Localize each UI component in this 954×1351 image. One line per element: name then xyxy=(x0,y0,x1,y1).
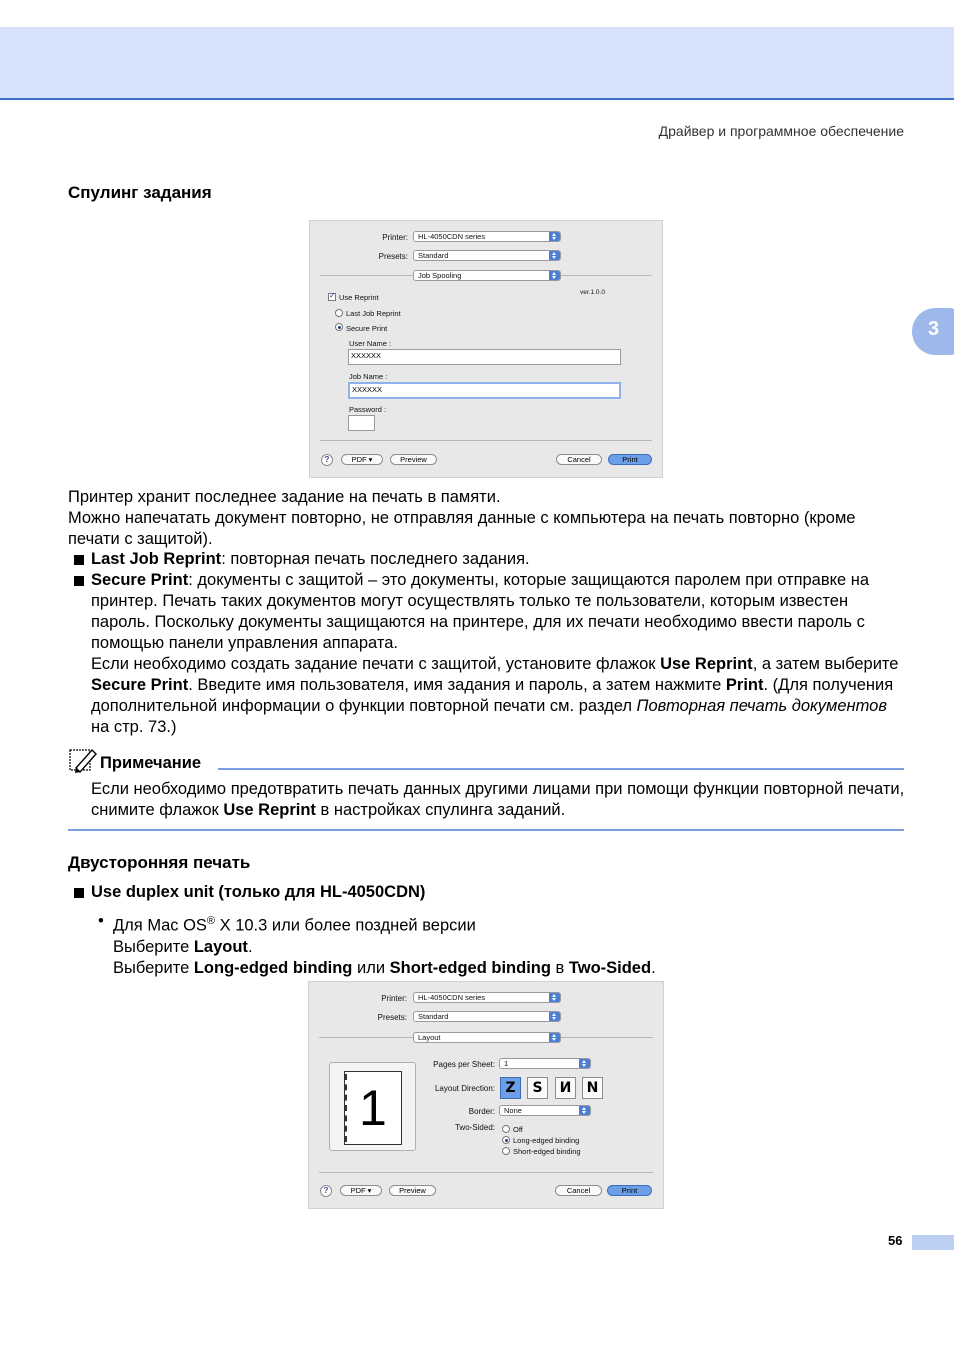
direction-n-reversed-icon[interactable]: И xyxy=(555,1077,576,1099)
text-run: на стр. 73.) xyxy=(91,718,177,736)
text-run: или xyxy=(352,958,390,977)
short-edged-binding-radio[interactable] xyxy=(502,1147,510,1155)
bullet-last-job-reprint xyxy=(72,549,908,570)
cross-reference-link[interactable]: Повторная печать документов xyxy=(636,697,887,715)
secure-print-radio[interactable] xyxy=(335,323,343,331)
pdf-button[interactable]: PDF ▾ xyxy=(340,1185,382,1196)
top-header-band xyxy=(0,27,954,100)
printer-popup[interactable] xyxy=(413,231,561,242)
note-header xyxy=(68,750,904,774)
border-value: None xyxy=(504,1106,522,1115)
presets-popup[interactable] xyxy=(413,250,561,261)
password-label: Password : xyxy=(349,405,387,414)
popup-arrows-icon xyxy=(579,1059,590,1068)
text-run: Для Mac OS xyxy=(113,916,207,935)
text-run: Если необходимо предотвратить печать данных другими лицами при помощи функции повторной печати, снимите флажок xyxy=(91,780,905,819)
password-field[interactable] xyxy=(348,415,375,431)
term-use-reprint: Use Reprint xyxy=(660,655,753,673)
page-number-glyph: 1 xyxy=(359,1080,387,1136)
note-pencil-icon xyxy=(68,746,98,774)
select-binding-line xyxy=(113,958,898,979)
two-sided-off-label: Off xyxy=(513,1125,523,1134)
text-run: . xyxy=(651,958,656,977)
square-bullet-icon xyxy=(74,576,84,586)
term-secure-print: Secure Print xyxy=(91,676,189,694)
pages-per-sheet-value: 1 xyxy=(504,1059,509,1068)
layout-preview xyxy=(329,1062,416,1151)
direction-z-icon[interactable]: Z xyxy=(500,1077,521,1099)
print-button[interactable]: Print xyxy=(608,454,652,465)
term-long-edged: Long-edged binding xyxy=(193,958,353,977)
long-edged-binding-radio[interactable] xyxy=(502,1136,510,1144)
mac-os-line xyxy=(113,911,898,937)
text-run: Выберите xyxy=(113,937,194,956)
help-icon[interactable]: ? xyxy=(321,454,333,466)
layout-direction-label: Layout Direction: xyxy=(434,1084,495,1093)
term-use-reprint: Use Reprint xyxy=(223,801,316,819)
border-popup[interactable] xyxy=(499,1105,591,1116)
note-rule xyxy=(218,768,904,770)
square-bullet-icon xyxy=(74,888,84,898)
note-body xyxy=(91,779,906,821)
bullet-use-duplex-unit xyxy=(72,882,908,903)
sub-bullet-item xyxy=(98,911,898,979)
bullet-text: : повторная печать последнего задания. xyxy=(221,550,530,568)
long-edged-binding-label: Long-edged binding xyxy=(513,1136,580,1145)
pdf-button[interactable]: PDF ▾ xyxy=(341,454,383,465)
duplex-sub-bullet xyxy=(98,911,898,979)
presets-popup[interactable] xyxy=(413,1011,561,1022)
print-button[interactable]: Print xyxy=(607,1185,652,1196)
cancel-button[interactable]: Cancel xyxy=(556,454,602,465)
term-layout: Layout xyxy=(193,937,248,956)
printer-value: HL-4050CDN series xyxy=(418,232,486,241)
cancel-button[interactable]: Cancel xyxy=(555,1185,602,1196)
separator xyxy=(319,1172,653,1173)
secure-print-details xyxy=(72,654,908,738)
page-number: 56 xyxy=(888,1233,903,1248)
panel-value: Job Spooling xyxy=(418,271,462,280)
last-job-reprint-label: Last Job Reprint xyxy=(346,309,401,318)
layout-dialog-screenshot xyxy=(308,981,664,1209)
duplex-bullet-title: Use duplex unit (только для HL-4050CDN) xyxy=(91,883,426,901)
bullet-list xyxy=(72,549,908,738)
popup-arrows-icon xyxy=(549,1033,560,1042)
job-name-label: Job Name : xyxy=(349,372,388,381)
help-icon[interactable]: ? xyxy=(320,1185,332,1197)
text-run: . xyxy=(247,937,253,956)
term-last-job-reprint: Last Job Reprint xyxy=(91,550,222,568)
popup-arrows-icon xyxy=(549,251,560,260)
use-reprint-checkbox[interactable] xyxy=(328,293,336,301)
version-label: ver.1.0.0 xyxy=(580,289,605,296)
direction-s-icon[interactable]: S xyxy=(527,1077,548,1099)
term-print: Print xyxy=(725,676,764,694)
select-layout-line xyxy=(113,937,898,958)
square-bullet-icon xyxy=(74,555,84,565)
preview-button[interactable]: Preview xyxy=(389,1185,436,1196)
paragraph-2: Можно напечатать документ повторно, не отправляя данные с компьютера на печать повторно (кроме печати с защитой). xyxy=(68,509,856,548)
text-run: в настройках спулинга заданий. xyxy=(315,801,566,819)
text-run: , а затем выберите xyxy=(752,655,899,673)
printer-label: Printer: xyxy=(381,994,407,1003)
running-header: Драйвер и программное обеспечение xyxy=(658,123,904,139)
panel-popup[interactable] xyxy=(413,1032,561,1043)
presets-value: Standard xyxy=(418,1012,449,1021)
popup-arrows-icon xyxy=(549,271,560,280)
separator xyxy=(320,440,652,441)
two-sided-off-radio[interactable] xyxy=(502,1125,510,1133)
popup-arrows-icon xyxy=(549,232,560,241)
bullet-secure-print xyxy=(72,570,908,654)
printer-popup[interactable] xyxy=(413,992,561,1003)
printer-value: HL-4050CDN series xyxy=(418,993,486,1002)
text-run: в xyxy=(550,958,569,977)
text-run: . Введите имя пользователя, имя задания и пароль, а затем нажмите xyxy=(188,676,726,694)
user-name-label: User Name : xyxy=(349,339,392,348)
direction-n-icon[interactable]: N xyxy=(582,1077,603,1099)
use-reprint-label: Use Reprint xyxy=(339,293,379,302)
term-secure-print: Secure Print xyxy=(91,571,189,589)
short-edged-binding-label: Short-edged binding xyxy=(513,1147,581,1156)
duplex-bullet xyxy=(72,882,908,903)
bullet-text: : документы с защитой – это документы, которые защищаются паролем при отправке на принтер. Печать таких документов могут осуществлять только те пользователи, которым известен пароль. Поскольку документы защищаются на принтере, для их печати необходимо ввести пароль с помощью панели управления аппарата. xyxy=(91,571,870,652)
secure-print-label: Secure Print xyxy=(346,324,388,333)
chapter-tab xyxy=(912,308,954,355)
panel-popup[interactable] xyxy=(413,270,561,281)
note-title: Примечание xyxy=(100,754,202,772)
chapter-number: 3 xyxy=(928,318,940,340)
term-two-sided: Two-Sided xyxy=(568,958,652,977)
text-run: Если необходимо создать задание печати с защитой, установите флажок xyxy=(91,655,661,673)
popup-arrows-icon xyxy=(549,1012,560,1021)
pages-per-sheet-popup[interactable] xyxy=(499,1058,591,1069)
text-run: Выберите xyxy=(113,958,194,977)
presets-label: Presets: xyxy=(378,252,408,261)
term-short-edged: Short-edged binding xyxy=(389,958,551,977)
text-run: X 10.3 или более поздней версии xyxy=(215,916,476,935)
user-name-field[interactable]: XXXXXX xyxy=(348,349,621,365)
printer-label: Printer: xyxy=(382,233,408,242)
preview-page xyxy=(344,1071,402,1145)
spooling-heading: Спулинг задания xyxy=(68,183,212,202)
paragraph-1: Принтер хранит последнее задание на печать в памяти. xyxy=(68,488,501,506)
duplex-heading: Двусторонняя печать xyxy=(68,853,251,872)
presets-value: Standard xyxy=(418,251,449,260)
panel-value: Layout xyxy=(418,1033,441,1042)
pages-per-sheet-label: Pages per Sheet: xyxy=(433,1060,495,1069)
presets-label: Presets: xyxy=(377,1013,407,1022)
popup-arrows-icon xyxy=(549,993,560,1002)
job-spooling-dialog-screenshot xyxy=(309,220,663,478)
text-run: . (Для получения дополнительной информации о функции повторной печати см. раздел xyxy=(91,676,894,715)
last-job-reprint-radio[interactable] xyxy=(335,309,343,317)
border-label: Border: xyxy=(468,1107,495,1116)
two-sided-label: Two-Sided: xyxy=(454,1123,495,1132)
dot-bullet-icon: • xyxy=(98,912,104,930)
note-bottom-rule xyxy=(68,829,904,831)
footer-bar xyxy=(912,1235,954,1250)
registered-mark: ® xyxy=(206,915,216,927)
popup-arrows-icon xyxy=(579,1106,590,1115)
preview-button[interactable]: Preview xyxy=(390,454,437,465)
job-name-field[interactable]: XXXXXX xyxy=(348,382,621,399)
binding-edge-marker xyxy=(345,1074,348,1142)
